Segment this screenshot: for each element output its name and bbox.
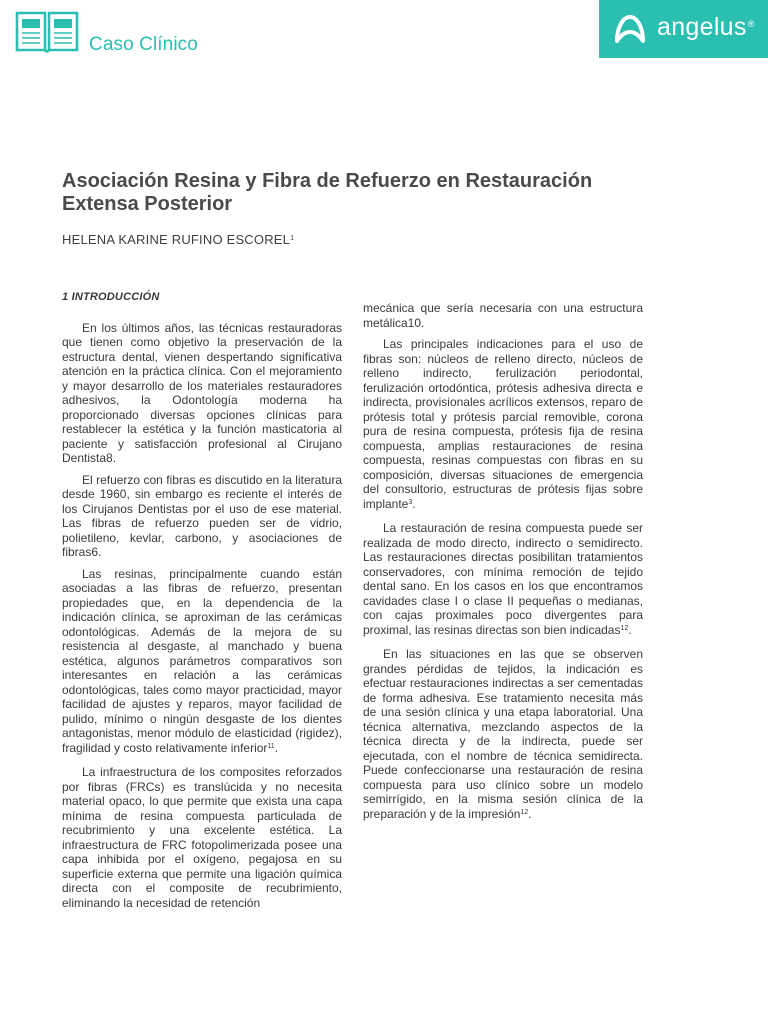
paragraph: La infraestructura de los composites reforzados por fibras (FRCs) es translúcida y no necesita material opaco, lo que permite que exista una capa mínima de resina compuesta particulada de recubrimiento y una excelente estética. La infraestructura de FRC fotopolimerizada posee una capa inhibida por el oxígeno, pegajosa en su superficie externa que permite una ligación química directa con el composite de recubrimiento, eliminando la necesidad de retención	[62, 765, 342, 910]
paragraph: La restauración de resina compuesta puede ser realizada de modo directo, indirecto o semidirecto. Las restauraciones directas posibilitan tratamientos conservadores, con mínima remoción de tejido dental sano. En los casos en los que encontramos cavidades clase I o clase II pequeñas o medianas, con cajas proximales poco divergentes para proximal, las resinas directas son bien indicadas$^{12}$.	[363, 521, 643, 637]
section-heading: 1 INTRODUCCIÓN	[62, 291, 160, 303]
left-column	[62, 290, 342, 917]
brand-name: angelus®	[657, 13, 755, 41]
paragraph: Las principales indicaciones para el uso de fibras son: núcleos de relleno directo, núcleos de relleno indirecto, ferulización periodontal, ferulización ortodóntica, prótesis adhesiva directa e indirecta, provisionales acrílicos extensos, reparo de prótesis total y prótesis parcial removible, corona pura de resina compuesta, prótesis fija de resina compuesta, amplias restauraciones de resina compuesta, resinas compuestas con fibras en su composición, diversas situaciones de emergencia del consultorio, estructuras de prótesis fijas sobre implante$^3$.	[363, 337, 643, 511]
open-book-icon	[14, 8, 80, 54]
footnote-ref: 3	[408, 498, 413, 506]
paragraph: En las situaciones en las que se observen grandes pérdidas de tejidos, la indicación es efectuar restauraciones indirectas a ser cementadas de forma adhesiva. Ese tratamiento necesita más de una sesión clínica y una etapa laboratorial. Una técnica alternativa, mezclando aspectos de la técnica directa y de la indirecta, puede ser ejecutada, con el nombre de técnica semidirecta. Puede confeccionarse una restauración de resina compuesta para uso clínico sobre un modelo semirrígido, en la misma sesión clínica de la preparación y de la impresión$^{12}$.	[363, 647, 643, 821]
right-column	[363, 301, 643, 831]
footnote-ref: 12	[620, 624, 629, 632]
paragraph: El refuerzo con fibras es discutido en la literatura desde 1960, sin embargo es reciente el interés de los Cirujanos Dentistas por el uso de ese material. Las fibras de refuerzo pueden ser de vidrio, polietileno, kevlar, carbono, y asociaciones de fibras6.	[62, 472, 342, 559]
author-footnote-ref: 1	[290, 235, 295, 242]
footnote-ref: 11	[267, 742, 275, 750]
paragraph-continued: mecánica que sería necesaria con una estructura metálica10.	[363, 301, 643, 330]
author-name: HELENA KARINE RUFINO ESCOREL$^1$	[62, 232, 295, 247]
paragraph: En los últimos años, las técnicas restauradoras que tienen como objetivo la preservación de la estructura dental, vienen despertando significativa atención en la práctica clínica. Con el mejoramiento y mayor desarrollo de los materiales restauradores adhesivos, la Odontología moderna ha proporcionado diversas opciones clínicas para restablecer la estética y la función masticatoria al paciente y satisfacción profesional al Cirujano Dentista8.	[62, 320, 342, 465]
article-title: Asociación Resina y Fibra de Refuerzo en Restauración Extensa Posterior	[62, 170, 593, 215]
angelus-logo-icon	[613, 13, 647, 45]
brand-banner	[599, 0, 768, 58]
section-label: Caso Clínico	[89, 34, 198, 55]
paragraph: Las resinas, principalmente cuando están asociadas a las fibras de refuerzo, presentan propiedades que, en la dependencia de la indicación clínica, se aproximan de las cerámicas odontológicas. Además de la mejora de su resistencia al desgaste, al manchado y buena estética, algunos parámetros comparativos son interesantes en relación a las cerámicas odontológicas, tales como mayor practicidad, mayor facilidad de ajustes y reparos, mayor facilidad de pulido, mínimo o ningún desgaste de los dientes antagonistas, menor módulo de elasticidad (rigidez), fragilidad y costo relativamente inferior$^{11}$.	[62, 566, 342, 755]
footnote-ref: 12	[520, 808, 529, 816]
